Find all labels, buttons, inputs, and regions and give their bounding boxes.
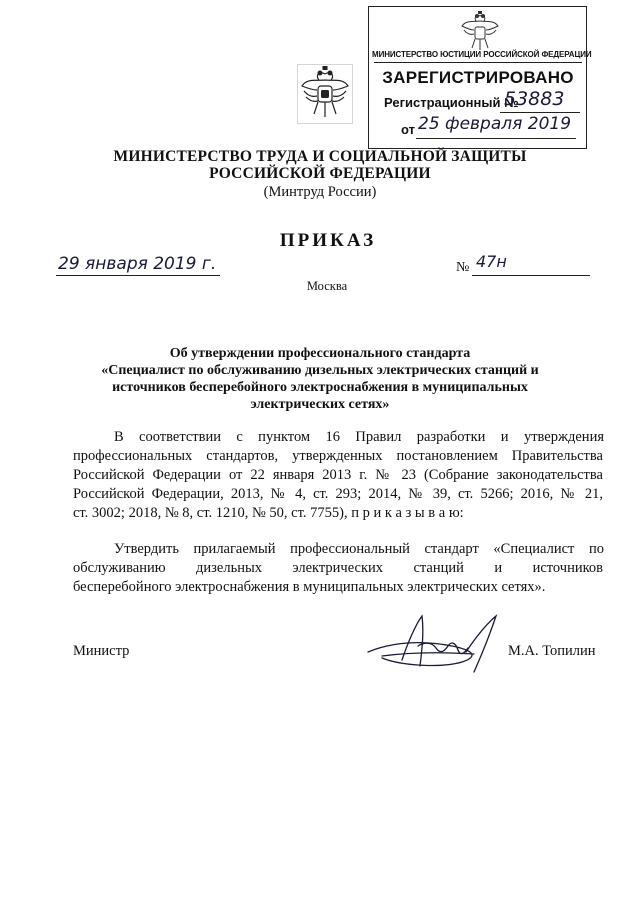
body-line3: Российской Федерации от 22 января 2013 г. № 23 (Собрание законодательства [73, 467, 603, 483]
body-line7: обслуживанию дизельных электрических станций и источников [73, 560, 603, 576]
signatory-name: М.А. Топилин [508, 643, 596, 659]
body-line2: профессиональных стандартов, утвержденных постановлением Правительства [73, 448, 603, 464]
signature-icon [362, 612, 522, 680]
signatory-position: Министр [73, 643, 130, 659]
ministry-name-line2: РОССИЙСКОЙ ФЕДЕРАЦИИ [209, 165, 431, 182]
order-number-underline [472, 275, 590, 276]
body-line4: Российской Федерации, 2013, № 4, ст. 293; 2014, № 39, ст. 5266; 2016, № 21, [73, 486, 603, 502]
body-line5: ст. 3002; 2018, № 8, ст. 1210, № 50, ст. 7755), п р и к а з ы в а ю: [73, 505, 464, 521]
stamp-ministry-text: МИНИСТЕРСТВО ЮСТИЦИИ РОССИЙСКОЙ ФЕДЕРАЦИИ [372, 50, 592, 59]
order-date: 29 января 2019 г. [58, 254, 217, 274]
document-type: ПРИКАЗ [279, 230, 377, 251]
stamp-reg-number: 53883 [504, 88, 565, 110]
order-number-sign: № [456, 260, 470, 275]
title-line3: источников бесперебойного электроснабжения в муниципальных [112, 380, 528, 395]
stamp-date: 25 февраля 2019 [418, 114, 572, 134]
body-line8: бесперебойного электроснабжения в муниципальных электрических сетях». [73, 579, 546, 595]
stamp-registered-text: ЗАРЕГИСТРИРОВАНО [382, 68, 574, 87]
order-date-underline [56, 275, 220, 276]
order-number: 47н [476, 252, 507, 271]
body-line6: Утвердить прилагаемый профессиональный стандарт «Специалист по [114, 541, 604, 557]
title-line2: «Специалист по обслуживанию дизельных электрических станций и [101, 363, 539, 378]
stamp-emblem-icon [458, 10, 502, 54]
title-line4: электрических сетях» [250, 397, 390, 412]
title-line1: Об утверждении профессионального стандарта [169, 346, 471, 361]
stamp-reg-label: Регистрационный № [384, 95, 519, 110]
coat-of-arms-icon [297, 64, 353, 124]
body-line1: В соответствии с пунктом 16 Правил разработки и утверждения [114, 429, 604, 445]
stamp-date-underline [416, 138, 576, 139]
stamp-divider [374, 62, 582, 63]
stamp-reg-underline [500, 112, 580, 113]
order-city: Москва [306, 279, 348, 293]
stamp-date-prefix: от [401, 122, 415, 137]
ministry-name-line1: МИНИСТЕРСТВО ТРУДА И СОЦИАЛЬНОЙ ЗАЩИТЫ [113, 148, 527, 165]
ministry-short-name: (Минтруд России) [263, 184, 377, 200]
